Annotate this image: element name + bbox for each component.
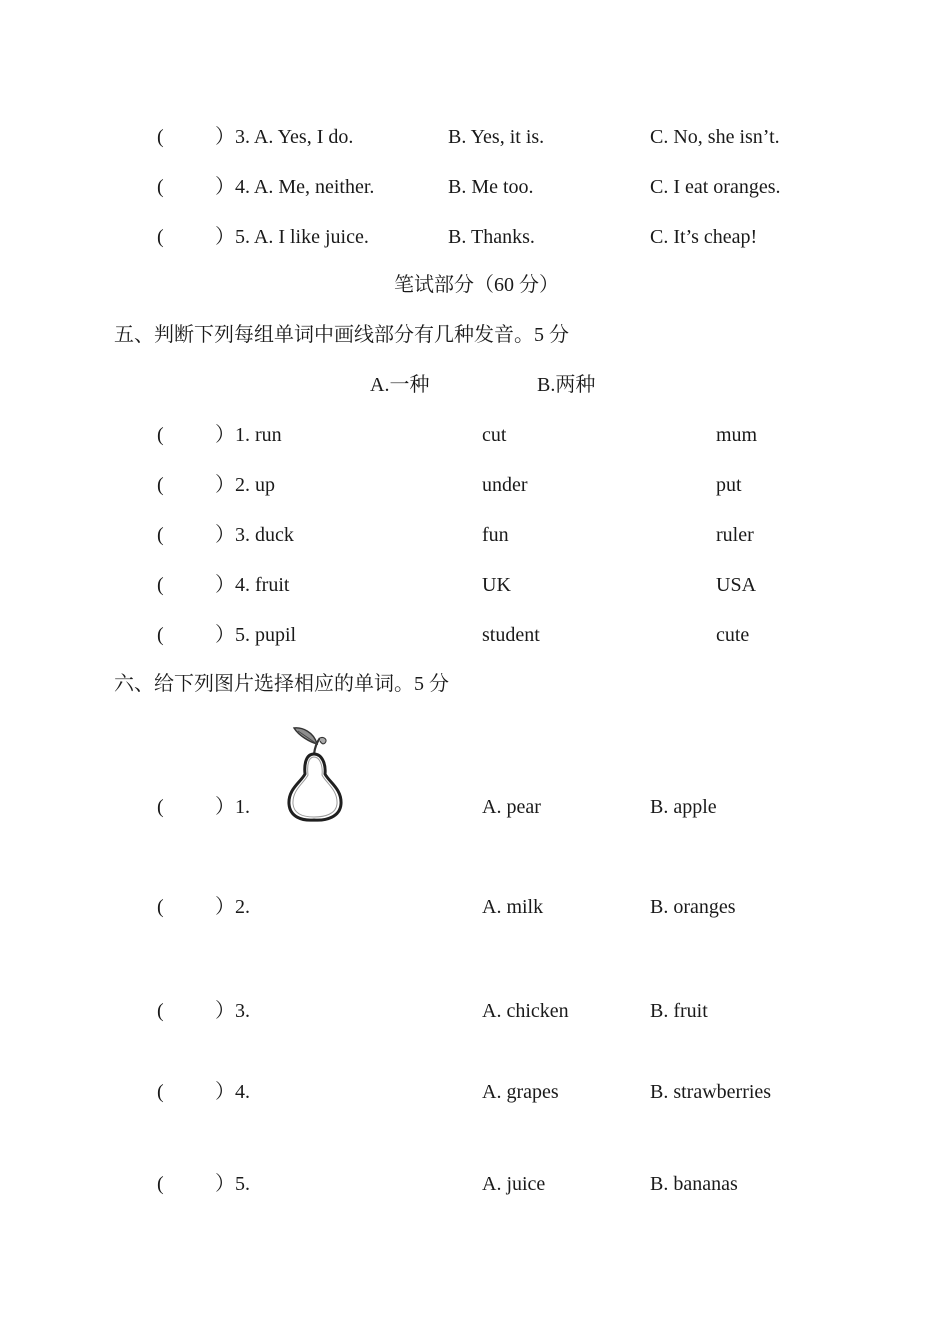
option-c: C. No, she isn’t.: [650, 126, 780, 148]
option-b: B. fruit: [650, 1000, 708, 1022]
word-2: under: [482, 474, 528, 496]
option-b: B. strawberries: [650, 1081, 772, 1103]
word-1: ）3. duck: [215, 524, 294, 546]
word-2: cut: [482, 424, 507, 446]
question-text: ）4. A. Me, neither.: [215, 176, 375, 198]
question-number: ）5.: [215, 1173, 250, 1195]
word-2: fun: [482, 524, 509, 546]
answer-paren[interactable]: (: [157, 1173, 164, 1195]
option-a: A. grapes: [482, 1081, 559, 1103]
question-number: ）2.: [215, 896, 250, 918]
question-text: ）5. A. I like juice.: [215, 226, 369, 248]
answer-paren[interactable]: (: [157, 126, 164, 148]
word-3: mum: [716, 424, 758, 446]
answer-paren[interactable]: (: [157, 896, 164, 918]
pear-icon: [284, 724, 346, 822]
option-c: C. It’s cheap!: [650, 226, 758, 248]
word-3: put: [716, 474, 742, 496]
question-text: ）3. A. Yes, I do.: [215, 126, 354, 148]
option-b: B. bananas: [650, 1173, 738, 1195]
option-a: A. chicken: [482, 1000, 569, 1022]
section5-option-b: B.两种: [537, 374, 596, 396]
word-1: ）4. fruit: [215, 574, 290, 596]
answer-paren[interactable]: (: [157, 574, 164, 596]
answer-paren[interactable]: (: [157, 226, 164, 248]
option-b: B. Yes, it is.: [448, 126, 545, 148]
answer-paren[interactable]: (: [157, 624, 164, 646]
word-1: ）5. pupil: [215, 624, 297, 646]
option-a: A. pear: [482, 796, 541, 818]
answer-paren[interactable]: (: [157, 176, 164, 198]
word-2: student: [482, 624, 540, 646]
word-1: ）1. run: [215, 424, 282, 446]
question-number: ）4.: [215, 1081, 250, 1103]
answer-paren[interactable]: (: [157, 1000, 164, 1022]
question-number: ）3.: [215, 1000, 250, 1022]
word-2: UK: [482, 574, 511, 596]
section5-title: 五、判断下列每组单词中画线部分有几种发音。5 分: [114, 324, 569, 346]
option-c: C. I eat oranges.: [650, 176, 781, 198]
word-3: USA: [716, 574, 757, 596]
answer-paren[interactable]: (: [157, 474, 164, 496]
answer-paren[interactable]: (: [157, 1081, 164, 1103]
answer-paren[interactable]: (: [157, 796, 164, 818]
written-part-header: 笔试部分（60 分）: [394, 274, 559, 296]
answer-paren[interactable]: (: [157, 424, 164, 446]
option-b: B. apple: [650, 796, 717, 818]
option-b: B. oranges: [650, 896, 736, 918]
option-b: B. Thanks.: [448, 226, 535, 248]
question-number: ）1.: [215, 796, 250, 818]
section6-title: 六、给下列图片选择相应的单词。5 分: [114, 673, 449, 695]
word-3: cute: [716, 624, 750, 646]
option-a: A. juice: [482, 1173, 546, 1195]
option-a: A. milk: [482, 896, 544, 918]
section5-option-a: A.一种: [370, 374, 430, 396]
option-b: B. Me too.: [448, 176, 534, 198]
word-1: ）2. up: [215, 474, 275, 496]
word-3: ruler: [716, 524, 754, 546]
answer-paren[interactable]: (: [157, 524, 164, 546]
